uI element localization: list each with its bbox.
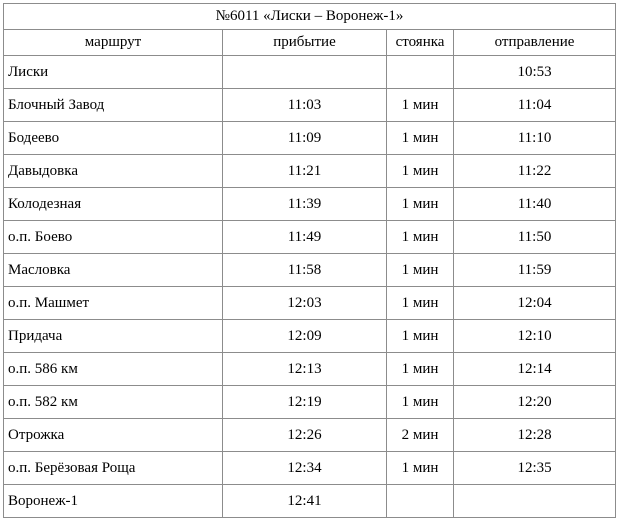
arrival-cell: 11:21 [223, 155, 387, 188]
station-cell: Блочный Завод [4, 89, 223, 122]
column-header-stop: стоянка [387, 30, 454, 56]
departure-cell: 11:04 [454, 89, 616, 122]
table-row [4, 452, 616, 485]
arrival-cell [223, 56, 387, 89]
departure-cell: 12:04 [454, 287, 616, 320]
title-row [4, 4, 616, 30]
station-cell: о.п. Машмет [4, 287, 223, 320]
station-cell: о.п. Берёзовая Роща [4, 452, 223, 485]
station-cell: Лиски [4, 56, 223, 89]
table-row [4, 320, 616, 353]
departure-cell: 10:53 [454, 56, 616, 89]
station-cell: о.п. Боево [4, 221, 223, 254]
table-row [4, 353, 616, 386]
table-row [4, 485, 616, 518]
departure-cell [454, 485, 616, 518]
stop-cell: 1 мин [387, 452, 454, 485]
arrival-cell: 12:34 [223, 452, 387, 485]
stop-cell [387, 485, 454, 518]
station-cell: Придача [4, 320, 223, 353]
station-cell: Масловка [4, 254, 223, 287]
departure-cell: 12:35 [454, 452, 616, 485]
arrival-cell: 12:19 [223, 386, 387, 419]
departure-cell: 11:59 [454, 254, 616, 287]
departure-cell: 11:40 [454, 188, 616, 221]
table-row [4, 56, 616, 89]
table-row [4, 419, 616, 452]
arrival-cell: 12:26 [223, 419, 387, 452]
table-row [4, 122, 616, 155]
stop-cell: 1 мин [387, 353, 454, 386]
column-header-departure: отправление [454, 30, 616, 56]
train-schedule-table [3, 3, 616, 518]
station-cell: Давыдовка [4, 155, 223, 188]
column-header-route: маршрут [4, 30, 223, 56]
column-header-arrival: прибытие [223, 30, 387, 56]
departure-cell: 12:10 [454, 320, 616, 353]
departure-cell: 11:50 [454, 221, 616, 254]
stop-cell: 1 мин [387, 155, 454, 188]
departure-cell: 11:22 [454, 155, 616, 188]
arrival-cell: 11:09 [223, 122, 387, 155]
table-row [4, 155, 616, 188]
station-cell: Воронеж-1 [4, 485, 223, 518]
arrival-cell: 11:03 [223, 89, 387, 122]
arrival-cell: 11:49 [223, 221, 387, 254]
station-cell: о.п. 582 км [4, 386, 223, 419]
station-cell: о.п. 586 км [4, 353, 223, 386]
arrival-cell: 12:09 [223, 320, 387, 353]
stop-cell: 1 мин [387, 320, 454, 353]
header-row [4, 30, 616, 56]
table-row [4, 221, 616, 254]
arrival-cell: 12:41 [223, 485, 387, 518]
train-title: №6011 «Лиски – Воронеж-1» [4, 4, 616, 30]
stop-cell: 1 мин [387, 89, 454, 122]
arrival-cell: 12:13 [223, 353, 387, 386]
arrival-cell: 11:39 [223, 188, 387, 221]
station-cell: Бодеево [4, 122, 223, 155]
stop-cell: 1 мин [387, 188, 454, 221]
stop-cell: 1 мин [387, 122, 454, 155]
schedule-body [4, 56, 616, 518]
table-row [4, 386, 616, 419]
table-row [4, 89, 616, 122]
station-cell: Отрожка [4, 419, 223, 452]
arrival-cell: 11:58 [223, 254, 387, 287]
stop-cell: 1 мин [387, 221, 454, 254]
departure-cell: 12:28 [454, 419, 616, 452]
departure-cell: 12:20 [454, 386, 616, 419]
table-row [4, 287, 616, 320]
stop-cell: 1 мин [387, 254, 454, 287]
stop-cell: 2 мин [387, 419, 454, 452]
stop-cell: 1 мин [387, 386, 454, 419]
stop-cell: 1 мин [387, 287, 454, 320]
station-cell: Колодезная [4, 188, 223, 221]
table-row [4, 188, 616, 221]
departure-cell: 11:10 [454, 122, 616, 155]
departure-cell: 12:14 [454, 353, 616, 386]
table-row [4, 254, 616, 287]
arrival-cell: 12:03 [223, 287, 387, 320]
stop-cell [387, 56, 454, 89]
